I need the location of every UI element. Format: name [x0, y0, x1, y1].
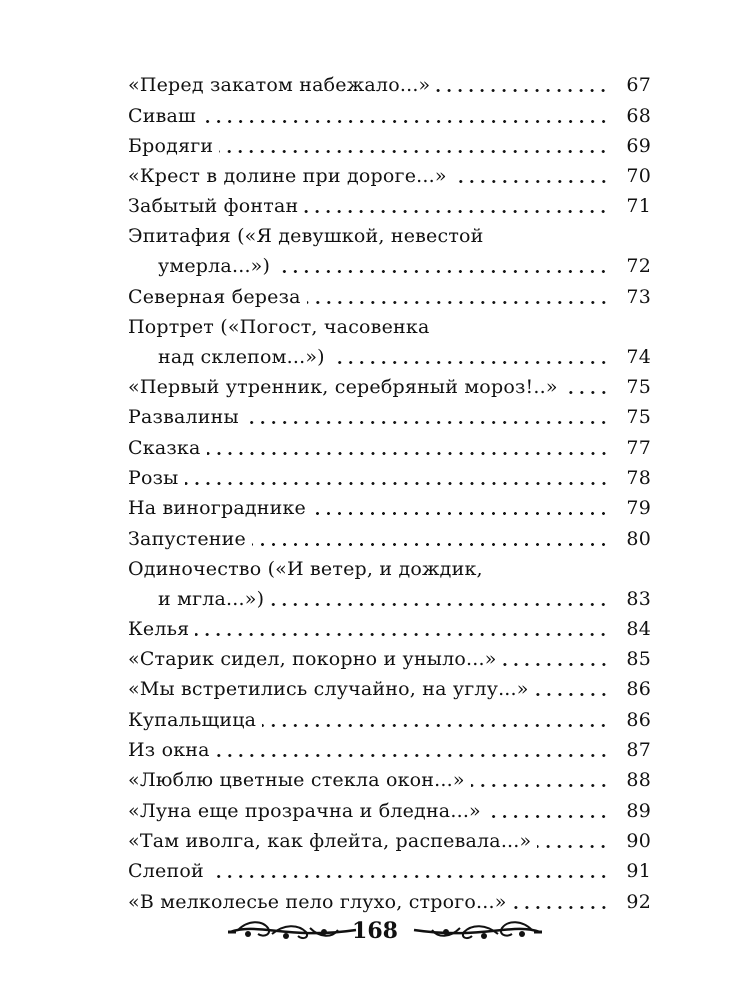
toc-entry-title: Эпитафия («Я девушкой, невестой	[128, 225, 484, 248]
toc-entry-page: 78	[626, 466, 651, 489]
toc-entry-title: Запустение	[128, 527, 246, 550]
toc-entry	[128, 463, 651, 493]
toc-entry	[128, 735, 651, 765]
toc-entry-title: Розы	[128, 466, 179, 489]
toc-entry-page: 73	[626, 285, 651, 308]
toc-entry	[128, 493, 651, 523]
toc-entry-page: 85	[626, 648, 651, 671]
toc-entry-page: 70	[626, 165, 651, 188]
toc-entry-title: На винограднике	[128, 497, 306, 520]
toc-entry-title: Сказка	[128, 436, 201, 459]
dot-leader	[535, 693, 609, 696]
toc-entry	[128, 161, 651, 191]
toc-entry-page: 74	[626, 345, 651, 368]
toc-entry-page: 83	[626, 587, 651, 610]
toc-entry	[128, 795, 651, 825]
flourish-ornament-icon	[412, 918, 542, 944]
toc-entry-title: «Крест в долине при дороге...»	[128, 165, 447, 188]
toc-entry	[128, 554, 651, 614]
toc-entry-page: 90	[626, 829, 651, 852]
dot-leader	[503, 663, 609, 666]
toc-entry-page: 77	[626, 436, 651, 459]
table-of-contents	[128, 70, 651, 917]
toc-entry-page: 67	[626, 74, 651, 97]
toc-entry-page: 75	[626, 376, 651, 399]
dot-leader	[185, 482, 609, 485]
toc-entry	[128, 704, 651, 734]
toc-entry	[128, 70, 651, 100]
toc-entry	[128, 523, 651, 553]
dot-leader	[270, 603, 609, 606]
toc-entry-title: «Там иволга, как флейта, распевала...»	[128, 829, 532, 852]
dot-leader	[564, 391, 609, 394]
toc-entry	[128, 644, 651, 674]
dot-leader	[453, 180, 609, 183]
dot-leader	[276, 270, 609, 273]
toc-entry-title: Купальщица	[128, 708, 257, 731]
toc-entry	[128, 614, 651, 644]
toc-entry	[128, 221, 651, 281]
dot-leader	[245, 421, 609, 424]
dot-leader	[537, 845, 609, 848]
page-number: 168	[352, 918, 398, 944]
toc-entry	[128, 312, 651, 372]
toc-entry-page: 87	[626, 739, 651, 762]
dot-leader	[252, 543, 609, 546]
toc-entry-page: 72	[626, 255, 651, 278]
toc-entry	[128, 432, 651, 462]
dot-leader	[436, 89, 609, 92]
page-footer	[0, 912, 750, 952]
toc-entry-page: 71	[626, 195, 651, 218]
toc-entry-page: 89	[626, 799, 651, 822]
toc-entry-page: 88	[626, 769, 651, 792]
toc-entry-title-continuation: над склепом...»)	[158, 345, 325, 368]
toc-entry-title: Одиночество («И ветер, и дождик,	[128, 557, 483, 580]
dot-leader	[312, 512, 609, 515]
dot-leader	[487, 815, 609, 818]
dot-leader	[513, 906, 609, 909]
toc-entry-page: 79	[626, 497, 651, 520]
toc-entry	[128, 826, 651, 856]
toc-entry	[128, 281, 651, 311]
toc-entry-page: 84	[626, 617, 651, 640]
toc-entry-title: «Перед закатом набежало...»	[128, 74, 431, 97]
dot-leader	[195, 633, 609, 636]
toc-entry	[128, 191, 651, 221]
toc-entry	[128, 402, 651, 432]
toc-entry-page: 68	[626, 104, 651, 127]
toc-entry-page: 75	[626, 406, 651, 429]
toc-entry	[128, 372, 651, 402]
toc-entry-title: Из окна	[128, 739, 210, 762]
toc-entry-page: 91	[626, 860, 651, 883]
dot-leader	[304, 210, 609, 213]
toc-entry-page: 86	[626, 708, 651, 731]
toc-entry-title: Бродяги	[128, 134, 214, 157]
toc-entry-page: 69	[626, 134, 651, 157]
toc-entry-title: Развалины	[128, 406, 239, 429]
toc-entry-title: Северная береза	[128, 285, 301, 308]
toc-entry	[128, 100, 651, 130]
toc-entry-title: Келья	[128, 617, 190, 640]
toc-entry-page: 92	[626, 890, 651, 913]
toc-entry-title-continuation: умерла...»)	[158, 255, 271, 278]
toc-entry-title: Слепой	[128, 860, 204, 883]
toc-entry-title: «Мы встретились случайно, на углу...»	[128, 678, 529, 701]
toc-entry-page: 80	[626, 527, 651, 550]
toc-entry-title: «Луна еще прозрачна и бледна...»	[128, 799, 481, 822]
toc-entry-page: 86	[626, 678, 651, 701]
toc-entry	[128, 131, 651, 161]
dot-leader	[331, 361, 609, 364]
toc-entry	[128, 856, 651, 886]
toc-entry-title: Портрет («Погост, часовенка	[128, 315, 430, 338]
toc-entry-title: Забытый фонтан	[128, 195, 299, 218]
dot-leader	[471, 784, 609, 787]
toc-entry-title-continuation: и мгла...»)	[158, 587, 265, 610]
toc-entry-title: Сиваш	[128, 104, 196, 127]
dot-leader	[216, 754, 609, 757]
dot-leader	[207, 452, 609, 455]
dot-leader	[219, 150, 609, 153]
dot-leader	[202, 120, 609, 123]
toc-entry	[128, 765, 651, 795]
dot-leader	[262, 724, 609, 727]
dot-leader	[210, 875, 609, 878]
toc-entry-title: «Первый утренник, серебряный мороз!..»	[128, 376, 558, 399]
toc-entry-title: «Люблю цветные стекла окон...»	[128, 769, 465, 792]
toc-entry	[128, 674, 651, 704]
dot-leader	[307, 301, 609, 304]
toc-entry-title: «Старик сидел, покорно и уныло...»	[128, 648, 497, 671]
toc-entry-title: «В мелколесье пело глухо, строго...»	[128, 890, 507, 913]
